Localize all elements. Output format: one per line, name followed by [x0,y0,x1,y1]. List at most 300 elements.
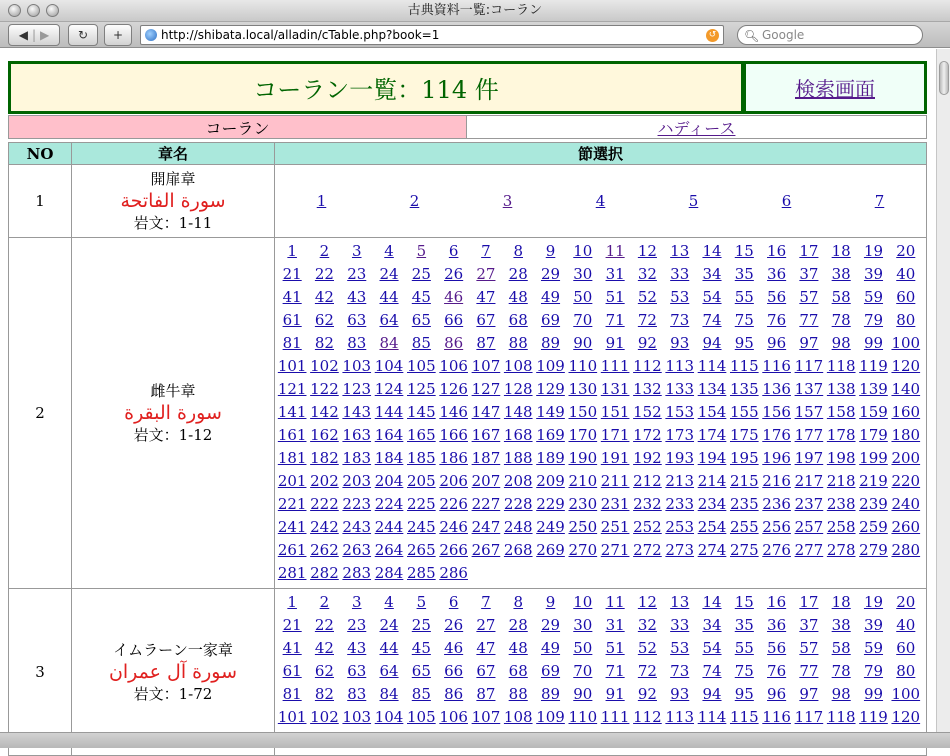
verse-link[interactable]: 279 [859,541,888,559]
verse-link[interactable]: 247 [471,518,501,536]
verse-link[interactable]: 3 [502,192,513,210]
verse-link[interactable]: 156 [762,403,791,421]
verse-link[interactable]: 138 [826,380,856,398]
verse-link[interactable]: 212 [633,472,662,490]
verse-link[interactable]: 47 [476,288,496,306]
verse-link[interactable]: 56 [767,288,787,306]
verse-link[interactable]: 64 [379,311,399,329]
verse-link[interactable]: 110 [568,357,598,375]
verse-link[interactable]: 25 [411,265,431,283]
verse-link[interactable]: 88 [508,685,528,703]
verse-link[interactable]: 96 [767,685,787,703]
verse-link[interactable]: 276 [762,541,791,559]
verse-link[interactable]: 101 [277,708,307,726]
verse-link[interactable]: 95 [734,685,754,703]
verse-link[interactable]: 57 [799,639,819,657]
verse-link[interactable]: 189 [536,449,565,467]
verse-link[interactable]: 100 [891,685,921,703]
verse-link[interactable]: 181 [277,449,307,467]
verse-link[interactable]: 108 [503,708,533,726]
verse-link[interactable]: 1 [287,593,297,611]
verse-link[interactable]: 136 [762,380,791,398]
verse-link[interactable]: 262 [310,541,339,559]
verse-link[interactable]: 81 [282,685,302,703]
verse-link[interactable]: 106 [439,708,468,726]
verse-link[interactable]: 63 [347,662,367,680]
verse-link[interactable]: 230 [568,495,598,513]
verse-link[interactable]: 160 [891,403,921,421]
verse-link[interactable]: 118 [826,357,856,375]
verse-link[interactable]: 126 [439,380,468,398]
verse-link[interactable]: 140 [891,380,921,398]
verse-link[interactable]: 133 [665,380,695,398]
verse-link[interactable]: 15 [734,593,754,611]
verse-link[interactable]: 161 [277,426,307,444]
verse-link[interactable]: 63 [347,311,367,329]
verse-link[interactable]: 77 [799,311,819,329]
verse-link[interactable]: 285 [407,564,436,582]
verse-link[interactable]: 43 [347,288,367,306]
verse-link[interactable]: 7 [481,593,491,611]
verse-link[interactable]: 116 [762,708,791,726]
verse-link[interactable]: 250 [568,518,598,536]
verse-link[interactable]: 213 [665,472,695,490]
verse-link[interactable]: 41 [282,639,302,657]
verse-link[interactable]: 29 [540,265,561,283]
verse-link[interactable]: 74 [702,311,722,329]
verse-link[interactable]: 18 [831,242,851,260]
verse-link[interactable]: 118 [826,708,856,726]
verse-link[interactable]: 183 [342,449,372,467]
verse-link[interactable]: 248 [503,518,533,536]
verse-link[interactable]: 74 [702,662,722,680]
verse-link[interactable]: 216 [762,472,791,490]
verse-link[interactable]: 79 [863,662,884,680]
verse-link[interactable]: 27 [476,265,496,283]
verse-link[interactable]: 93 [670,685,690,703]
verse-link[interactable]: 16 [767,242,787,260]
verse-link[interactable]: 92 [637,334,657,352]
verse-link[interactable]: 76 [767,662,787,680]
verse-link[interactable]: 235 [729,495,759,513]
verse-link[interactable]: 80 [896,662,916,680]
verse-link[interactable]: 198 [826,449,856,467]
verse-link[interactable]: 21 [282,616,302,634]
verse-link[interactable]: 10 [573,593,593,611]
verse-link[interactable]: 154 [697,403,727,421]
verse-link[interactable]: 50 [573,639,593,657]
verse-link[interactable]: 222 [310,495,339,513]
verse-link[interactable]: 111 [600,708,630,726]
verse-link[interactable]: 175 [729,426,759,444]
verse-link[interactable]: 26 [444,265,464,283]
verse-link[interactable]: 25 [411,616,431,634]
verse-link[interactable]: 40 [896,265,916,283]
verse-link[interactable]: 110 [568,708,598,726]
zoom-window-button[interactable] [46,4,59,17]
verse-link[interactable]: 42 [314,288,334,306]
verse-link[interactable]: 95 [734,334,754,352]
verse-link[interactable]: 1 [287,242,297,260]
verse-link[interactable]: 159 [859,403,888,421]
verse-link[interactable]: 146 [439,403,468,421]
verse-link[interactable]: 89 [540,685,561,703]
verse-link[interactable]: 259 [859,518,888,536]
verse-link[interactable]: 239 [859,495,888,513]
verse-link[interactable]: 271 [600,541,630,559]
verse-link[interactable]: 273 [665,541,695,559]
verse-link[interactable]: 231 [600,495,630,513]
verse-link[interactable]: 90 [573,334,593,352]
verse-link[interactable]: 236 [762,495,791,513]
verse-link[interactable]: 261 [277,541,307,559]
verse-link[interactable]: 61 [282,311,302,329]
verse-link[interactable]: 226 [439,495,468,513]
verse-link[interactable]: 62 [314,662,334,680]
verse-link[interactable]: 193 [665,449,695,467]
verse-link[interactable]: 84 [379,334,399,352]
verse-link[interactable]: 103 [342,357,372,375]
verse-link[interactable]: 260 [891,518,921,536]
back-arrow-icon[interactable]: ◀ [18,28,28,42]
search-field[interactable] [737,25,923,45]
verse-link[interactable]: 204 [374,472,404,490]
verse-link[interactable]: 7 [481,242,491,260]
verse-link[interactable]: 158 [826,403,856,421]
verse-link[interactable]: 170 [568,426,598,444]
verse-link[interactable]: 2 [319,242,330,260]
verse-link[interactable]: 91 [605,334,625,352]
verse-link[interactable]: 41 [282,288,302,306]
verse-link[interactable]: 229 [536,495,565,513]
verse-link[interactable]: 37 [799,616,819,634]
verse-link[interactable]: 282 [310,564,339,582]
verse-link[interactable]: 244 [374,518,404,536]
verse-link[interactable]: 5 [416,593,427,611]
verse-link[interactable]: 60 [896,639,916,657]
verse-link[interactable]: 7 [874,192,885,210]
verse-link[interactable]: 68 [508,311,528,329]
verse-link[interactable]: 194 [697,449,727,467]
reload-button[interactable] [68,24,98,46]
verse-link[interactable]: 182 [310,449,339,467]
verse-link[interactable]: 163 [342,426,372,444]
verse-link[interactable]: 32 [637,265,657,283]
verse-link[interactable]: 185 [407,449,436,467]
verse-link[interactable]: 73 [670,662,690,680]
verse-link[interactable]: 84 [379,685,399,703]
verse-link[interactable]: 33 [670,265,690,283]
verse-link[interactable]: 111 [600,357,630,375]
verse-link[interactable]: 100 [891,334,921,352]
verse-link[interactable]: 42 [314,639,334,657]
verse-link[interactable]: 59 [863,639,884,657]
verse-link[interactable]: 59 [863,288,884,306]
verse-link[interactable]: 65 [411,662,431,680]
verse-link[interactable]: 280 [891,541,921,559]
verse-link[interactable]: 143 [342,403,372,421]
verse-link[interactable]: 107 [471,708,501,726]
verse-link[interactable]: 252 [633,518,662,536]
verse-link[interactable]: 80 [896,311,916,329]
verse-link[interactable]: 90 [573,685,593,703]
verse-link[interactable]: 101 [277,357,307,375]
verse-link[interactable]: 263 [342,541,372,559]
search-screen-link[interactable]: 検索画面 [795,77,875,101]
verse-link[interactable]: 98 [831,334,851,352]
add-bookmark-button[interactable] [104,24,132,46]
verse-link[interactable]: 61 [282,662,302,680]
verse-link[interactable]: 98 [831,685,851,703]
verse-link[interactable]: 66 [444,311,464,329]
verse-link[interactable]: 237 [794,495,824,513]
verse-link[interactable]: 6 [448,242,459,260]
verse-link[interactable]: 202 [310,472,339,490]
verse-link[interactable]: 173 [665,426,695,444]
verse-link[interactable]: 14 [702,242,722,260]
verse-link[interactable]: 39 [863,265,884,283]
verse-link[interactable]: 176 [762,426,791,444]
verse-link[interactable]: 68 [508,662,528,680]
verse-link[interactable]: 211 [600,472,630,490]
verse-link[interactable]: 210 [568,472,598,490]
verse-link[interactable]: 134 [697,380,727,398]
verse-link[interactable]: 188 [503,449,533,467]
verse-link[interactable]: 119 [859,357,888,375]
verse-link[interactable]: 91 [605,685,625,703]
verse-link[interactable]: 177 [794,426,824,444]
verse-link[interactable]: 22 [314,616,334,634]
verse-link[interactable]: 66 [444,662,464,680]
verse-link[interactable]: 8 [513,593,523,611]
verse-link[interactable]: 105 [407,708,436,726]
verse-link[interactable]: 24 [379,616,399,634]
verse-link[interactable]: 55 [734,288,754,306]
verse-link[interactable]: 20 [896,242,916,260]
verse-link[interactable]: 245 [407,518,436,536]
verse-link[interactable]: 116 [762,357,791,375]
verse-link[interactable]: 131 [600,380,630,398]
verse-link[interactable]: 274 [697,541,727,559]
verse-link[interactable]: 94 [702,334,722,352]
verse-link[interactable]: 120 [891,357,921,375]
verse-link[interactable]: 277 [794,541,824,559]
verse-link[interactable]: 265 [407,541,436,559]
snapback-icon[interactable]: ↺ [706,29,719,42]
verse-link[interactable]: 29 [540,616,561,634]
verse-link[interactable]: 103 [342,708,372,726]
verse-link[interactable]: 234 [697,495,727,513]
verse-link[interactable]: 269 [536,541,565,559]
verse-link[interactable]: 4 [384,242,394,260]
verse-link[interactable]: 60 [896,288,916,306]
verse-link[interactable]: 77 [799,662,819,680]
verse-link[interactable]: 147 [471,403,501,421]
verse-link[interactable]: 121 [277,380,307,398]
verse-link[interactable]: 114 [697,708,727,726]
verse-link[interactable]: 144 [374,403,404,421]
verse-link[interactable]: 85 [411,685,431,703]
verse-link[interactable]: 122 [310,380,339,398]
verse-link[interactable]: 28 [508,265,528,283]
verse-link[interactable]: 70 [573,662,593,680]
verse-link[interactable]: 142 [310,403,339,421]
verse-link[interactable]: 71 [605,662,625,680]
verse-link[interactable]: 197 [794,449,824,467]
verse-link[interactable]: 120 [891,708,921,726]
verse-link[interactable]: 5 [416,242,427,260]
verse-link[interactable]: 54 [702,288,722,306]
verse-link[interactable]: 30 [573,265,593,283]
verse-link[interactable]: 44 [379,288,399,306]
verse-link[interactable]: 4 [384,593,394,611]
verse-link[interactable]: 206 [439,472,468,490]
verse-link[interactable]: 51 [605,288,625,306]
verse-link[interactable]: 217 [794,472,824,490]
verse-link[interactable]: 35 [734,265,754,283]
verse-link[interactable]: 73 [670,311,690,329]
verse-link[interactable]: 33 [670,616,690,634]
verse-link[interactable]: 214 [697,472,727,490]
verse-link[interactable]: 32 [637,616,657,634]
verse-link[interactable]: 71 [605,311,625,329]
verse-link[interactable]: 47 [476,639,496,657]
verse-link[interactable]: 8 [513,242,523,260]
verse-link[interactable]: 46 [444,288,464,306]
verse-link[interactable]: 166 [439,426,468,444]
verse-link[interactable]: 17 [799,593,819,611]
verse-link[interactable]: 272 [633,541,662,559]
verse-link[interactable]: 109 [536,708,565,726]
verse-link[interactable]: 64 [379,662,399,680]
verse-link[interactable]: 162 [310,426,339,444]
verse-link[interactable]: 37 [799,265,819,283]
verse-link[interactable]: 200 [891,449,921,467]
back-forward-buttons[interactable]: ◀ | ▶ [8,24,60,46]
verse-link[interactable]: 286 [439,564,468,582]
verse-link[interactable]: 258 [826,518,856,536]
verse-link[interactable]: 127 [471,380,501,398]
verse-link[interactable]: 97 [799,685,819,703]
verse-link[interactable]: 70 [573,311,593,329]
verse-link[interactable]: 6 [781,192,792,210]
verse-link[interactable]: 218 [826,472,856,490]
verse-link[interactable]: 264 [374,541,404,559]
verse-link[interactable]: 157 [794,403,824,421]
verse-link[interactable]: 9 [545,593,556,611]
vertical-scrollbar[interactable] [936,49,950,732]
verse-link[interactable]: 48 [508,288,528,306]
verse-link[interactable]: 43 [347,639,367,657]
verse-link[interactable]: 190 [568,449,598,467]
verse-link[interactable]: 45 [411,639,431,657]
verse-link[interactable]: 26 [444,616,464,634]
verse-link[interactable]: 184 [374,449,404,467]
verse-link[interactable]: 283 [342,564,372,582]
verse-link[interactable]: 281 [277,564,307,582]
verse-link[interactable]: 180 [891,426,921,444]
verse-link[interactable]: 141 [277,403,307,421]
verse-link[interactable]: 108 [503,357,533,375]
verse-link[interactable]: 278 [826,541,856,559]
verse-link[interactable]: 93 [670,334,690,352]
verse-link[interactable]: 69 [540,311,561,329]
verse-link[interactable]: 67 [476,662,496,680]
verse-link[interactable]: 5 [688,192,699,210]
verse-link[interactable]: 22 [314,265,334,283]
verse-link[interactable]: 102 [310,357,339,375]
verse-link[interactable]: 115 [729,357,759,375]
verse-link[interactable]: 87 [476,334,496,352]
verse-link[interactable]: 15 [734,242,754,260]
verse-link[interactable]: 40 [896,616,916,634]
verse-link[interactable]: 21 [282,265,302,283]
verse-link[interactable]: 123 [342,380,372,398]
verse-link[interactable]: 114 [697,357,727,375]
verse-link[interactable]: 119 [859,708,888,726]
verse-link[interactable]: 10 [573,242,593,260]
verse-link[interactable]: 24 [379,265,399,283]
verse-link[interactable]: 266 [439,541,468,559]
verse-link[interactable]: 104 [374,357,404,375]
verse-link[interactable]: 49 [540,288,561,306]
verse-link[interactable]: 251 [600,518,630,536]
verse-link[interactable]: 19 [863,242,884,260]
verse-link[interactable]: 78 [831,311,851,329]
verse-link[interactable]: 1 [316,192,327,210]
verse-link[interactable]: 117 [794,708,824,726]
verse-link[interactable]: 99 [863,334,884,352]
verse-link[interactable]: 17 [799,242,819,260]
verse-link[interactable]: 83 [347,334,367,352]
verse-link[interactable]: 39 [863,616,884,634]
verse-link[interactable]: 18 [831,593,851,611]
verse-link[interactable]: 75 [734,311,754,329]
verse-link[interactable]: 53 [670,639,690,657]
verse-link[interactable]: 48 [508,639,528,657]
verse-link[interactable]: 81 [282,334,302,352]
verse-link[interactable]: 112 [633,708,662,726]
verse-link[interactable]: 52 [637,288,657,306]
verse-link[interactable]: 267 [471,541,501,559]
verse-link[interactable]: 99 [863,685,884,703]
verse-link[interactable]: 113 [665,708,695,726]
verse-link[interactable]: 220 [891,472,921,490]
verse-link[interactable]: 167 [471,426,501,444]
verse-link[interactable]: 30 [573,616,593,634]
verse-link[interactable]: 132 [633,380,662,398]
scroll-thumb[interactable] [939,61,949,95]
verse-link[interactable]: 86 [444,685,464,703]
verse-link[interactable]: 129 [536,380,565,398]
verse-link[interactable]: 72 [637,662,657,680]
verse-link[interactable]: 207 [471,472,501,490]
verse-link[interactable]: 6 [448,593,459,611]
verse-link[interactable]: 4 [595,192,606,210]
verse-link[interactable]: 256 [762,518,791,536]
verse-link[interactable]: 203 [342,472,372,490]
verse-link[interactable]: 78 [831,662,851,680]
verse-link[interactable]: 94 [702,685,722,703]
verse-link[interactable]: 102 [310,708,339,726]
verse-link[interactable]: 227 [471,495,501,513]
verse-link[interactable]: 11 [605,242,625,260]
verse-link[interactable]: 55 [734,639,754,657]
verse-link[interactable]: 44 [379,639,399,657]
verse-link[interactable]: 135 [729,380,759,398]
verse-link[interactable]: 50 [573,288,593,306]
verse-link[interactable]: 153 [665,403,695,421]
